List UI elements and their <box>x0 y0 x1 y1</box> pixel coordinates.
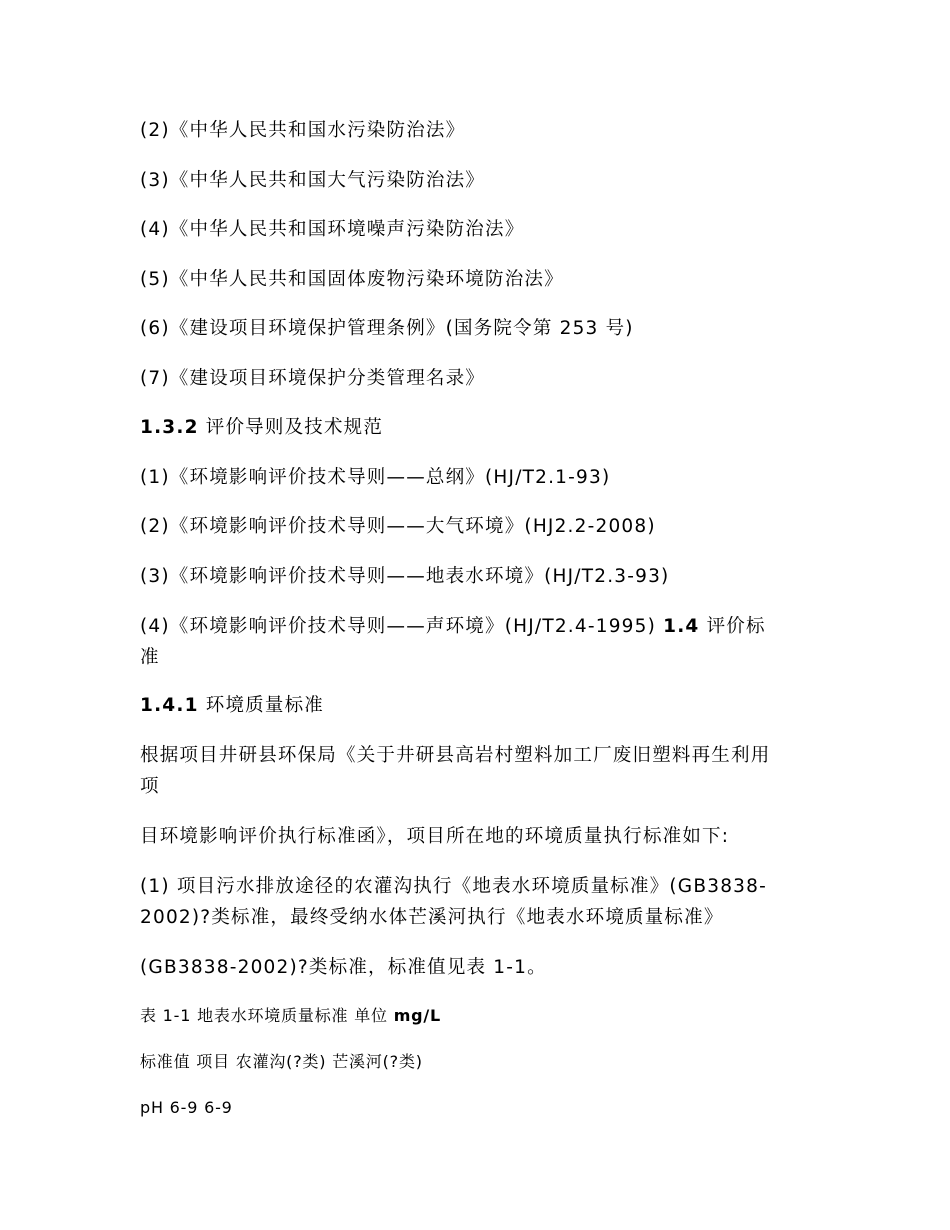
section-title-1-4: 评价标 <box>706 616 766 637</box>
table-caption-unit: mg/L <box>393 1006 442 1025</box>
law-item-air-pollution: (3)《中华人民共和国大气污染防治法》 <box>140 170 486 191</box>
paragraph-standard-line2: 2002)?类标准，最终受纳水体芒溪河执行《地表水环境质量标准》 <box>140 907 724 928</box>
section-heading-1-4-1 <box>140 690 820 722</box>
paragraph-basis-line2: 项 <box>140 776 160 797</box>
guideline-item-general: (1)《环境影响评价技术导则——总纲》(HJ/T2.1-93) <box>140 467 611 488</box>
guideline-sound-text: (4)《环境影响评价技术导则——声环境》(HJ/T2.4-1995) <box>140 616 657 637</box>
law-item-construction-regulation: (6)《建设项目环境保护管理条例》(国务院令第 253 号) <box>140 318 634 339</box>
paragraph-basis-line3: 目环境影响评价执行标准函》，项目所在地的环境质量执行标准如下: <box>140 826 730 847</box>
table-caption-text: 表 1-1 地表水环境质量标准 单位 <box>140 1006 388 1025</box>
guideline-item-sound <box>140 611 820 643</box>
law-item-classification-catalog: (7)《建设项目环境保护分类管理名录》 <box>140 368 486 389</box>
table-header-row: 标准值 项目 农灌沟(?类) 芒溪河(?类) <box>140 1052 423 1071</box>
paragraph-standard-line1: (1) 项目污水排放途径的农灌沟执行《地表水环境质量标准》(GB3838- <box>140 876 767 897</box>
law-item-noise-pollution: (4)《中华人民共和国环境噪声污染防治法》 <box>140 219 525 240</box>
section-number: 1.3.2 <box>140 417 199 438</box>
paragraph-basis-line1: 根据项目井研县环保局《关于井研县高岩村塑料加工厂废旧塑料再生利用 <box>140 745 771 766</box>
guideline-item-atmosphere: (2)《环境影响评价技术导则——大气环境》(HJ2.2-2008) <box>140 516 656 537</box>
section-title-1-4-continued: 准 <box>140 647 160 668</box>
section-number: 1.4.1 <box>140 695 199 716</box>
section-heading-1-3-2 <box>140 412 820 444</box>
section-number-1-4: 1.4 <box>663 616 700 637</box>
table-caption <box>140 1002 820 1030</box>
guideline-item-surface-water: (3)《环境影响评价技术导则——地表水环境》(HJ/T2.3-93) <box>140 566 670 587</box>
paragraph-standard-line3: (GB3838-2002)?类标准，标准值见表 1-1。 <box>140 957 547 978</box>
section-title: 评价导则及技术规范 <box>205 417 384 438</box>
section-title: 环境质量标准 <box>205 695 324 716</box>
law-item-solid-waste: (5)《中华人民共和国固体废物污染环境防治法》 <box>140 269 564 290</box>
table-row-ph: pH 6-9 6-9 <box>140 1098 233 1117</box>
law-item-water-pollution: (2)《中华人民共和国水污染防治法》 <box>140 120 466 141</box>
